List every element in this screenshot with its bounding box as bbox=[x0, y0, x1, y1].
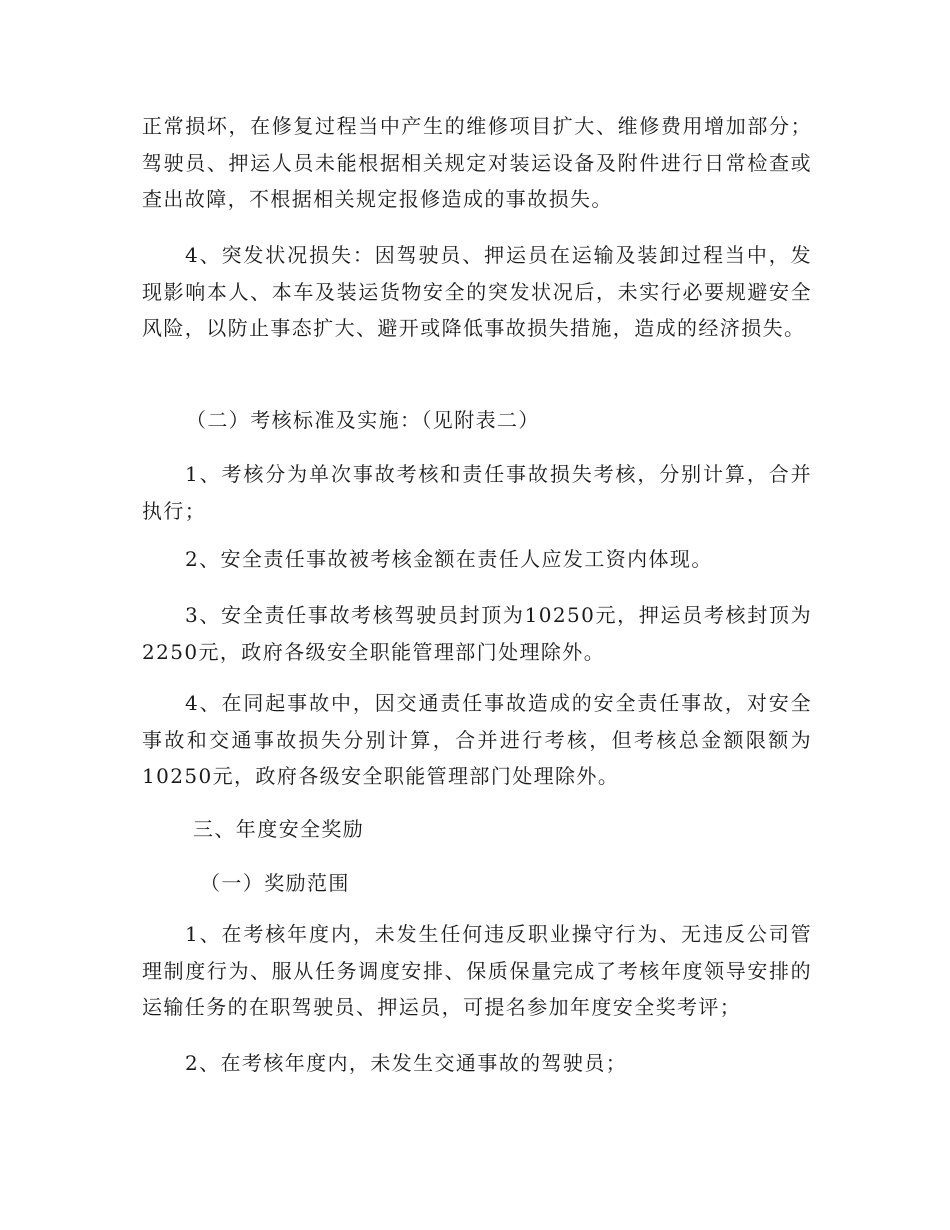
paragraph-item-3-cap: 3、安全责任事故考核驾驶员封顶为10250元，押运员考核封顶为2250元，政府各级安全职能管理部门处理除外。 bbox=[142, 603, 812, 664]
paragraph-continuation: 正常损坏，在修复过程当中产生的维修项目扩大、维修费用增加部分；驾驶员、押运人员未能根据相关规定对装运设备及附件进行日常检查或查出故障，不根据相关规定报修造成的事故损失。 bbox=[142, 114, 812, 211]
paragraph-item-1-assessment: 1、考核分为单次事故考核和责任事故损失考核，分别计算，合并执行； bbox=[142, 462, 812, 523]
section-heading-annual-reward: 三、年度安全奖励 bbox=[193, 817, 365, 841]
section-heading-assessment-standard: （二）考核标准及实施：（见附表二） bbox=[186, 408, 540, 432]
paragraph-item-2-deduction: 2、安全责任事故被考核金额在责任人应发工资内体现。 bbox=[185, 547, 713, 571]
section-heading-reward-scope: （一）奖励范围 bbox=[200, 871, 350, 895]
paragraph-item-4-combined: 4、在同起事故中，因交通责任事故造成的安全责任事故，对安全事故和交通事故损失分别计算，合并进行考核，但考核总金额限额为10250元，政府各级安全职能管理部门处理除外。 bbox=[142, 691, 812, 788]
paragraph-item-4-sudden-loss: 4、突发状况损失：因驾驶员、押运员在运输及装卸过程当中，发现影响本人、本车及装运货物安全的突发状况后，未实行必要规避安全风险，以防止事态扩大、避开或降低事故损失措施，造成的经济损失。 bbox=[142, 243, 812, 340]
paragraph-reward-item-1: 1、在考核年度内，未发生任何违反职业操守行为、无违反公司管理制度行为、服从任务调度安排、保质保量完成了考核年度领导安排的运输任务的在职驾驶员、押运员，可提名参加年度安全奖考评； bbox=[142, 922, 812, 1019]
paragraph-reward-item-2: 2、在考核年度内，未发生交通事故的驾驶员； bbox=[185, 1051, 628, 1075]
